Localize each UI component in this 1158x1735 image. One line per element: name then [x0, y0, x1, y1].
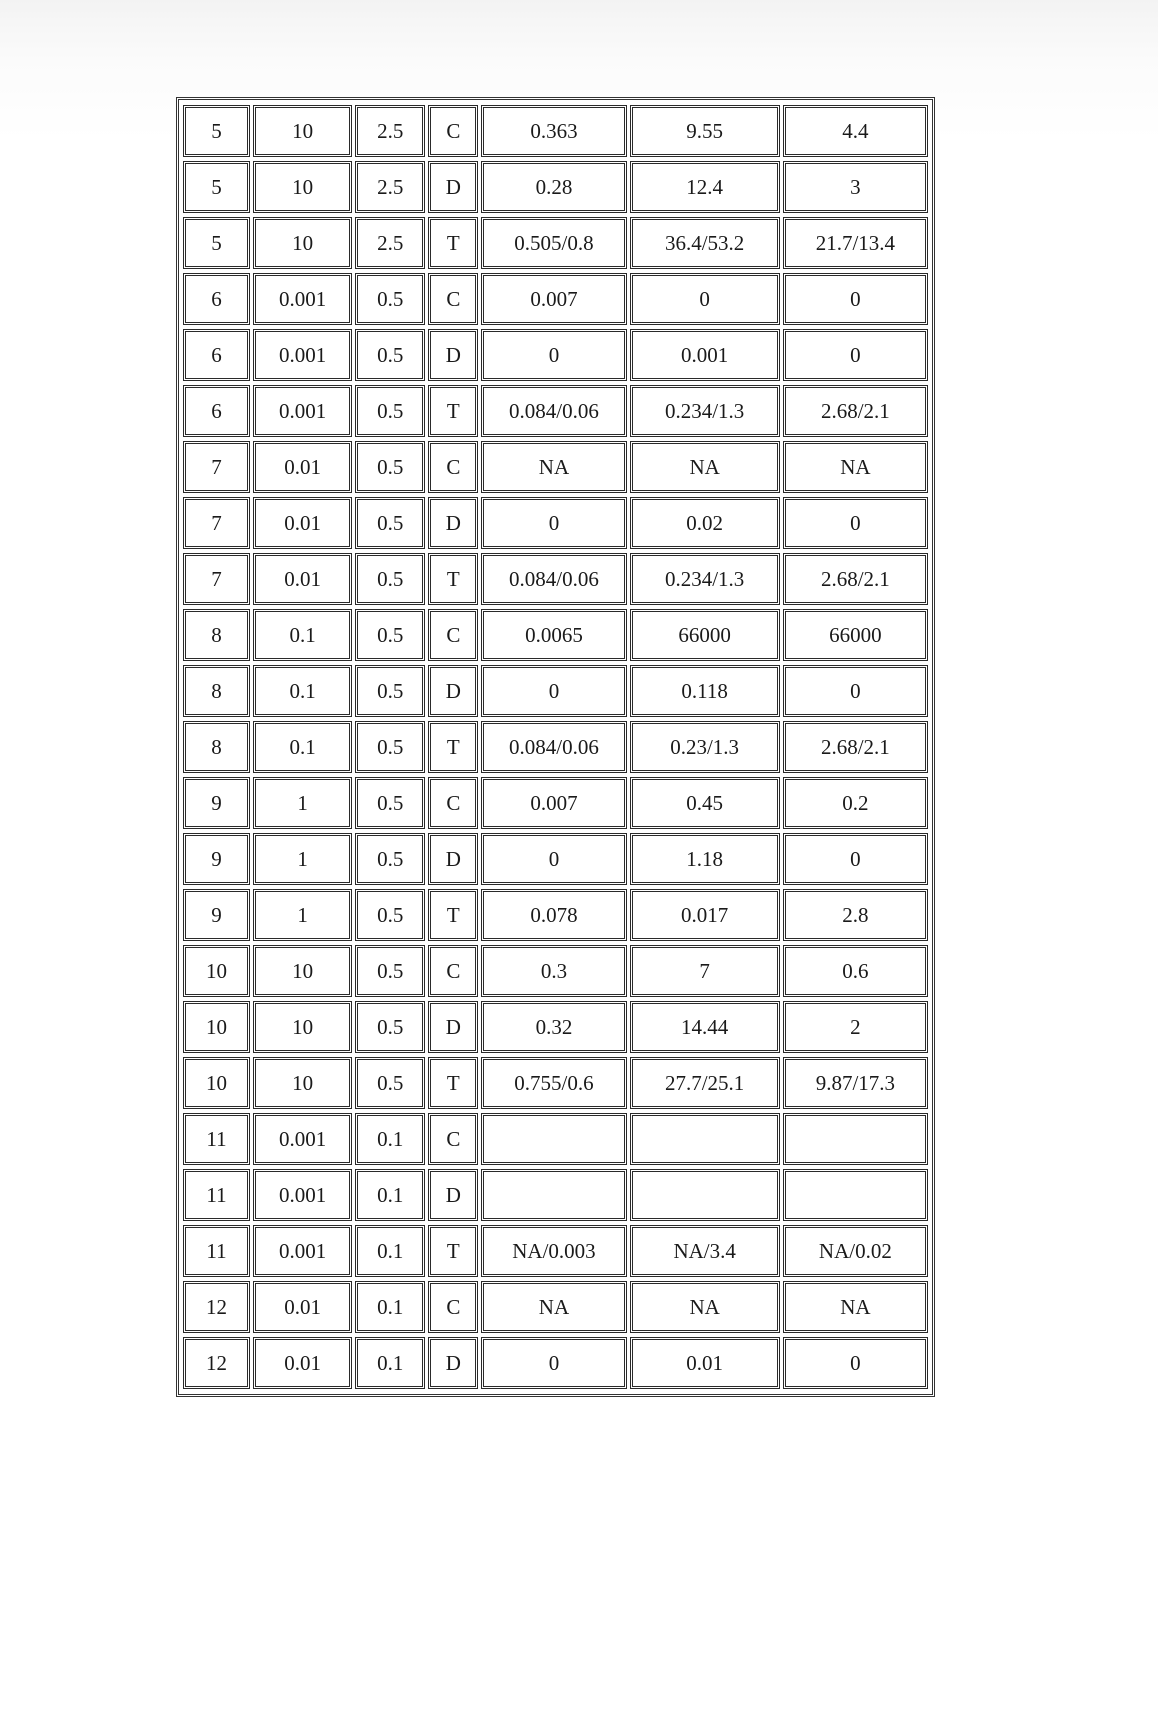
table-cell-col-5: 0.084/0.06 — [481, 721, 626, 773]
table-cell-col-6: 7 — [630, 945, 780, 997]
table-cell-col-2: 1 — [253, 833, 352, 885]
table-cell-col-7: 0.6 — [783, 945, 928, 997]
table-cell-col-2: 0.1 — [253, 665, 352, 717]
table-cell-col-7: 3 — [783, 161, 928, 213]
table-cell-col-7: 9.87/17.3 — [783, 1057, 928, 1109]
table-cell-col-1: 6 — [183, 329, 250, 381]
table-cell-col-7: 21.7/13.4 — [783, 217, 928, 269]
table-cell-col-5: 0.505/0.8 — [481, 217, 626, 269]
table-cell-col-4: T — [428, 385, 478, 437]
table-cell-col-2: 10 — [253, 161, 352, 213]
table-cell-col-6: 14.44 — [630, 1001, 780, 1053]
table-cell-col-6: 0.234/1.3 — [630, 385, 780, 437]
table-row — [183, 273, 928, 325]
table-cell-col-2: 0.01 — [253, 497, 352, 549]
table-cell-col-7: 2.68/2.1 — [783, 385, 928, 437]
table-cell-col-3: 2.5 — [355, 161, 425, 213]
table-cell-col-7: 4.4 — [783, 105, 928, 157]
table-cell-col-1: 9 — [183, 777, 250, 829]
table-cell-col-5: 0.28 — [481, 161, 626, 213]
table-cell-col-5: 0.007 — [481, 777, 626, 829]
table-row — [183, 497, 928, 549]
table-cell-col-1: 8 — [183, 609, 250, 661]
table-cell-col-2: 1 — [253, 777, 352, 829]
table-row — [183, 161, 928, 213]
table-row — [183, 441, 928, 493]
table-cell-col-3: 0.1 — [355, 1113, 425, 1165]
table-cell-col-5: 0 — [481, 329, 626, 381]
table-cell-col-6: 0.02 — [630, 497, 780, 549]
table-cell-col-5 — [481, 1169, 626, 1221]
table-cell-col-2: 1 — [253, 889, 352, 941]
table-cell-col-5 — [481, 1113, 626, 1165]
table-cell-col-4: T — [428, 889, 478, 941]
table-row — [183, 777, 928, 829]
table-cell-col-4: C — [428, 441, 478, 493]
table-cell-col-4: T — [428, 1057, 478, 1109]
table-row — [183, 945, 928, 997]
table-cell-col-5: 0.363 — [481, 105, 626, 157]
table-row — [183, 609, 928, 661]
table-cell-col-5: 0 — [481, 1337, 626, 1389]
table-cell-col-1: 11 — [183, 1225, 250, 1277]
table-cell-col-6: NA/3.4 — [630, 1225, 780, 1277]
table-cell-col-5: 0.007 — [481, 273, 626, 325]
table-cell-col-3: 0.1 — [355, 1169, 425, 1221]
table-cell-col-2: 10 — [253, 945, 352, 997]
table-cell-col-7: NA — [783, 1281, 928, 1333]
table-cell-col-2: 0.001 — [253, 273, 352, 325]
table-cell-col-3: 0.5 — [355, 441, 425, 493]
table-cell-col-3: 0.5 — [355, 833, 425, 885]
table-cell-col-1: 12 — [183, 1281, 250, 1333]
table-cell-col-2: 0.01 — [253, 441, 352, 493]
table-cell-col-7: 0.2 — [783, 777, 928, 829]
table-cell-col-4: D — [428, 497, 478, 549]
table-cell-col-5: 0.084/0.06 — [481, 553, 626, 605]
table-row — [183, 1113, 928, 1165]
table-cell-col-4: C — [428, 105, 478, 157]
table-cell-col-3: 2.5 — [355, 105, 425, 157]
table-cell-col-7: NA — [783, 441, 928, 493]
table-cell-col-1: 7 — [183, 441, 250, 493]
table-cell-col-1: 9 — [183, 889, 250, 941]
table-cell-col-2: 0.1 — [253, 609, 352, 661]
table-cell-col-3: 0.5 — [355, 721, 425, 773]
table-cell-col-6: 1.18 — [630, 833, 780, 885]
table-cell-col-1: 7 — [183, 553, 250, 605]
table-cell-col-4: D — [428, 1337, 478, 1389]
table-cell-col-5: NA/0.003 — [481, 1225, 626, 1277]
table-cell-col-3: 0.5 — [355, 1001, 425, 1053]
table-cell-col-7: NA/0.02 — [783, 1225, 928, 1277]
table-cell-col-6 — [630, 1169, 780, 1221]
table-cell-col-6: 0.001 — [630, 329, 780, 381]
table-cell-col-5: 0.755/0.6 — [481, 1057, 626, 1109]
table-cell-col-7 — [783, 1169, 928, 1221]
table-cell-col-2: 10 — [253, 1001, 352, 1053]
table-cell-col-3: 0.5 — [355, 945, 425, 997]
table-cell-col-6: 0.118 — [630, 665, 780, 717]
table-cell-col-4: C — [428, 777, 478, 829]
table-cell-col-2: 10 — [253, 105, 352, 157]
table-row — [183, 889, 928, 941]
table-cell-col-3: 0.5 — [355, 385, 425, 437]
table-cell-col-6: 12.4 — [630, 161, 780, 213]
table-cell-col-7: 2 — [783, 1001, 928, 1053]
table-cell-col-3: 0.5 — [355, 273, 425, 325]
table-cell-col-2: 0.01 — [253, 1281, 352, 1333]
table-cell-col-1: 12 — [183, 1337, 250, 1389]
table-cell-col-2: 0.001 — [253, 385, 352, 437]
table-row — [183, 1001, 928, 1053]
table-cell-col-6: 66000 — [630, 609, 780, 661]
table-cell-col-5: NA — [481, 441, 626, 493]
table-cell-col-3: 0.5 — [355, 1057, 425, 1109]
table-row — [183, 105, 928, 157]
table-cell-col-6: 0.017 — [630, 889, 780, 941]
table-cell-col-4: T — [428, 721, 478, 773]
table-cell-col-3: 0.1 — [355, 1225, 425, 1277]
table-cell-col-1: 5 — [183, 161, 250, 213]
table-cell-col-6: NA — [630, 1281, 780, 1333]
table-row — [183, 217, 928, 269]
table-cell-col-1: 6 — [183, 273, 250, 325]
table-cell-col-2: 0.01 — [253, 553, 352, 605]
table-cell-col-2: 0.01 — [253, 1337, 352, 1389]
table-cell-col-6: 27.7/25.1 — [630, 1057, 780, 1109]
table-cell-col-3: 0.5 — [355, 889, 425, 941]
data-table — [180, 101, 931, 1393]
table-cell-col-5: 0.3 — [481, 945, 626, 997]
table-row — [183, 1169, 928, 1221]
table-cell-col-1: 5 — [183, 105, 250, 157]
table-cell-col-1: 7 — [183, 497, 250, 549]
table-row — [183, 1281, 928, 1333]
table-cell-col-4: T — [428, 553, 478, 605]
table-cell-col-4: C — [428, 1281, 478, 1333]
table-cell-col-7 — [783, 1113, 928, 1165]
table-cell-col-5: 0 — [481, 833, 626, 885]
table-cell-col-1: 5 — [183, 217, 250, 269]
table-cell-col-3: 0.1 — [355, 1337, 425, 1389]
table-cell-col-3: 0.1 — [355, 1281, 425, 1333]
table-cell-col-4: T — [428, 217, 478, 269]
table-cell-col-6: 36.4/53.2 — [630, 217, 780, 269]
table-cell-col-6: 0.234/1.3 — [630, 553, 780, 605]
table-cell-col-2: 10 — [253, 1057, 352, 1109]
table-cell-col-5: 0.32 — [481, 1001, 626, 1053]
table-cell-col-5: 0.084/0.06 — [481, 385, 626, 437]
table-cell-col-4: D — [428, 665, 478, 717]
table-cell-col-1: 11 — [183, 1169, 250, 1221]
table-cell-col-4: C — [428, 1113, 478, 1165]
table-row — [183, 833, 928, 885]
table-cell-col-6: 0 — [630, 273, 780, 325]
table-cell-col-4: D — [428, 833, 478, 885]
table-cell-col-5: 0.0065 — [481, 609, 626, 661]
table-cell-col-7: 2.68/2.1 — [783, 721, 928, 773]
table-cell-col-1: 11 — [183, 1113, 250, 1165]
table-body — [183, 105, 928, 1389]
table-cell-col-7: 0 — [783, 665, 928, 717]
table-cell-col-2: 10 — [253, 217, 352, 269]
table-cell-col-1: 10 — [183, 1001, 250, 1053]
table-cell-col-3: 2.5 — [355, 217, 425, 269]
table-row — [183, 385, 928, 437]
table-row — [183, 329, 928, 381]
data-table-frame — [176, 97, 935, 1397]
table-cell-col-1: 10 — [183, 1057, 250, 1109]
table-cell-col-6: 0.01 — [630, 1337, 780, 1389]
table-cell-col-7: 0 — [783, 1337, 928, 1389]
table-cell-col-6: 0.45 — [630, 777, 780, 829]
table-cell-col-7: 0 — [783, 329, 928, 381]
table-cell-col-2: 0.1 — [253, 721, 352, 773]
table-cell-col-5: NA — [481, 1281, 626, 1333]
table-cell-col-5: 0 — [481, 497, 626, 549]
table-cell-col-3: 0.5 — [355, 329, 425, 381]
table-cell-col-4: C — [428, 609, 478, 661]
table-cell-col-4: D — [428, 329, 478, 381]
table-cell-col-3: 0.5 — [355, 665, 425, 717]
table-row — [183, 1337, 928, 1389]
table-cell-col-7: 0 — [783, 833, 928, 885]
table-cell-col-2: 0.001 — [253, 1113, 352, 1165]
table-cell-col-4: D — [428, 1169, 478, 1221]
table-cell-col-3: 0.5 — [355, 497, 425, 549]
table-cell-col-3: 0.5 — [355, 553, 425, 605]
table-row — [183, 665, 928, 717]
table-cell-col-6: 0.23/1.3 — [630, 721, 780, 773]
table-cell-col-6 — [630, 1113, 780, 1165]
table-cell-col-3: 0.5 — [355, 777, 425, 829]
table-cell-col-2: 0.001 — [253, 1169, 352, 1221]
table-cell-col-7: 2.68/2.1 — [783, 553, 928, 605]
table-cell-col-5: 0.078 — [481, 889, 626, 941]
table-cell-col-4: D — [428, 1001, 478, 1053]
table-cell-col-1: 8 — [183, 721, 250, 773]
table-cell-col-2: 0.001 — [253, 329, 352, 381]
table-row — [183, 721, 928, 773]
table-cell-col-6: NA — [630, 441, 780, 493]
table-row — [183, 1225, 928, 1277]
table-cell-col-3: 0.5 — [355, 609, 425, 661]
table-row — [183, 1057, 928, 1109]
table-cell-col-7: 0 — [783, 273, 928, 325]
table-cell-col-4: T — [428, 1225, 478, 1277]
table-cell-col-7: 66000 — [783, 609, 928, 661]
table-cell-col-1: 10 — [183, 945, 250, 997]
table-cell-col-1: 8 — [183, 665, 250, 717]
table-cell-col-1: 9 — [183, 833, 250, 885]
table-row — [183, 553, 928, 605]
table-cell-col-4: C — [428, 273, 478, 325]
table-cell-col-1: 6 — [183, 385, 250, 437]
table-cell-col-6: 9.55 — [630, 105, 780, 157]
table-cell-col-7: 0 — [783, 497, 928, 549]
table-cell-col-4: D — [428, 161, 478, 213]
table-cell-col-5: 0 — [481, 665, 626, 717]
table-cell-col-4: C — [428, 945, 478, 997]
table-cell-col-2: 0.001 — [253, 1225, 352, 1277]
table-cell-col-7: 2.8 — [783, 889, 928, 941]
